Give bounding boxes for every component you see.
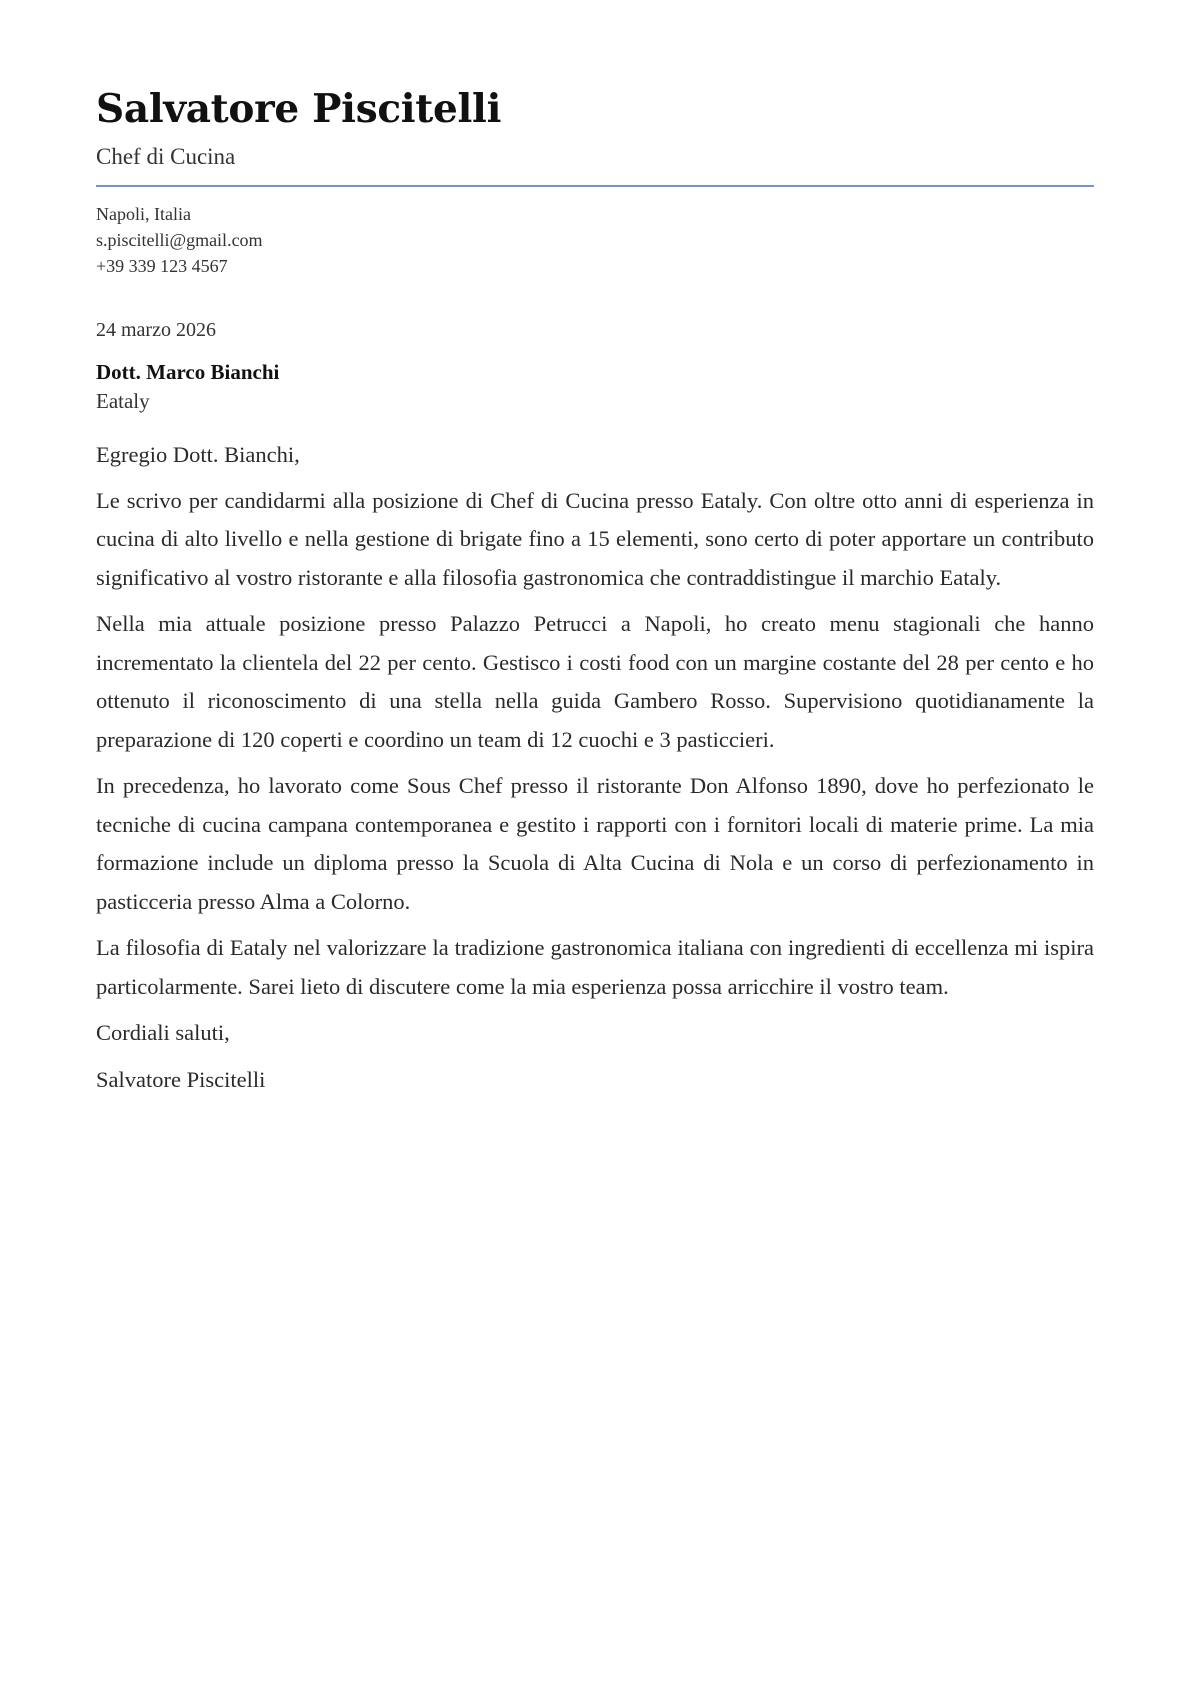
letter-paragraph: Nella mia attuale posizione presso Palazzo Petrucci a Napoli, ho creato menu stagionali che hanno incrementato la clientela del 22 per cento. Gestisco i costi food con un margine costante del 28 per cento e ho ottenuto il riconoscimento di una stella nella guida Gambero Rosso. Supervisiono quotidianamente la preparazione di 120 coperti e coordino un team di 12 cuochi e 3 pasticcieri. xyxy=(96,611,1094,752)
sender-role: Chef di Cucina xyxy=(96,144,236,169)
letter-signature: Salvatore Piscitelli xyxy=(96,1066,266,1092)
letter-closing: Cordiali saluti, xyxy=(96,1020,230,1045)
letter-greeting: Egregio Dott. Bianchi, xyxy=(96,442,300,467)
recipient-company: Eataly xyxy=(96,389,150,413)
contact-location: Napoli, Italia xyxy=(96,204,191,224)
letter-body xyxy=(96,436,1094,1099)
letter-paragraph: In precedenza, ho lavorato come Sous Chef presso il ristorante Don Alfonso 1890, dove ho perfezionato le tecniche di cucina campana contemporanea e gestito i rapporti con i fornitori locali di materie prime. La mia formazione include un diploma presso la Scuola di Alta Cucina di Nola e un corso di perfezionamento in pasticceria presso Alma a Colorno. xyxy=(96,773,1094,914)
sender-name: Salvatore Piscitelli xyxy=(96,86,502,132)
letter-date: 24 marzo 2026 xyxy=(96,319,216,341)
contact-block xyxy=(96,201,1094,279)
contact-email: s.piscitelli@gmail.com xyxy=(96,230,263,250)
letter-paragraph: Le scrivo per candidarmi alla posizione di Chef di Cucina presso Eataly. Con oltre otto anni di esperienza in cucina di alto livello e nella gestione di brigate fino a 15 elementi, sono certo di poter apportare un contributo significativo al vostro ristorante e alla filosofia gastronomica che contraddistingue il marchio Eataly. xyxy=(96,487,1094,590)
letter-paragraph: La filosofia di Eataly nel valorizzare la tradizione gastronomica italiana con ingredienti di eccellenza mi ispira particolarmente. Sarei lieto di discutere come la mia esperienza possa arricchire il vostro team. xyxy=(96,935,1094,999)
recipient-block xyxy=(96,358,1094,416)
contact-phone: +39 339 123 4567 xyxy=(96,256,228,276)
header-divider xyxy=(96,185,1094,187)
recipient-name: Dott. Marco Bianchi xyxy=(96,360,280,384)
